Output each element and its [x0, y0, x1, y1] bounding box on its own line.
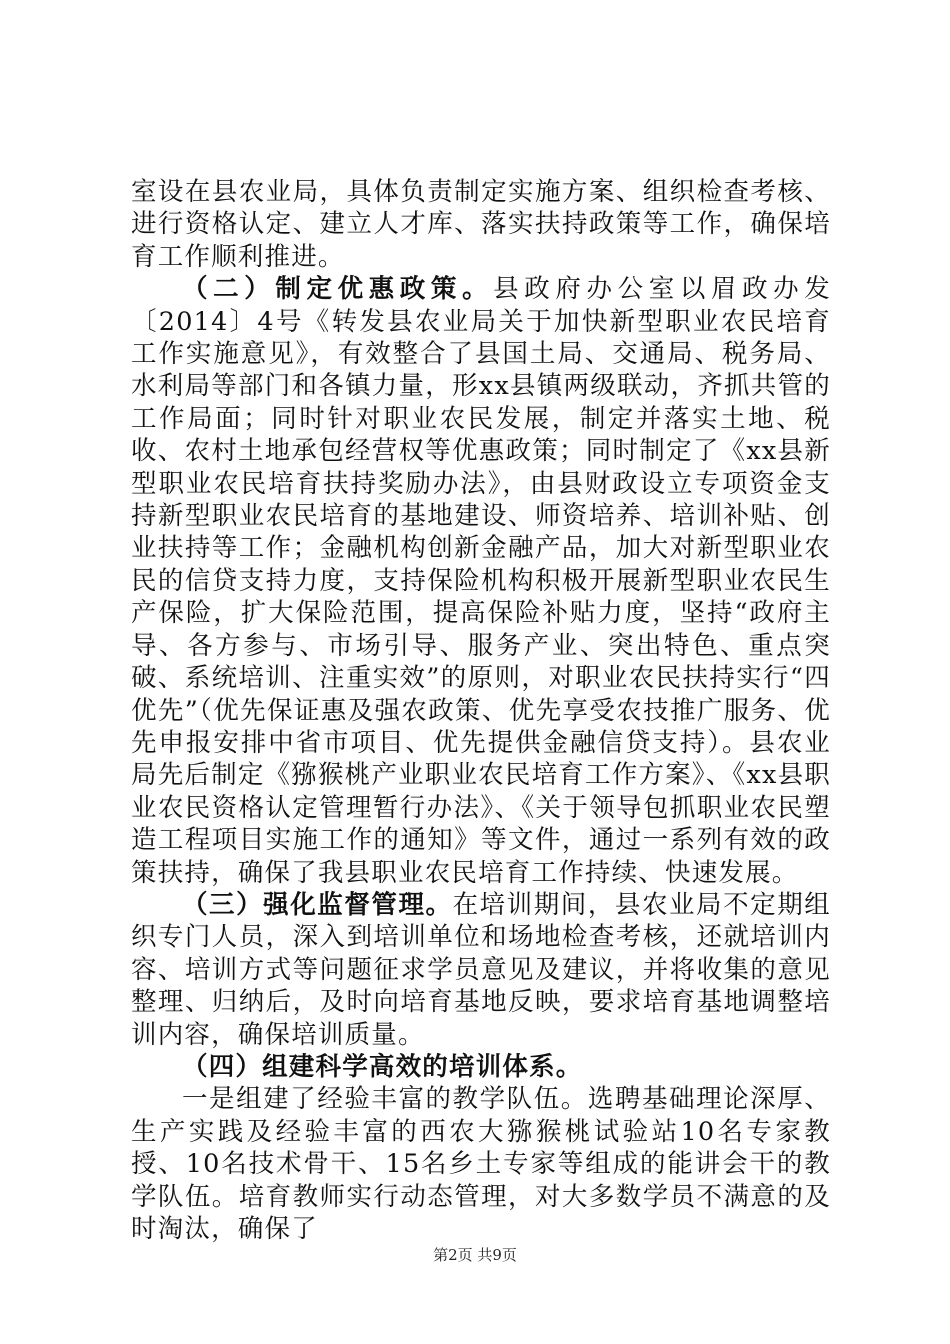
section-heading: （三）强化监督管理。 [182, 889, 453, 920]
page-footer: 第2页 共9页 [433, 1246, 517, 1264]
paragraph-text: 一是组建了经验丰富的教学队伍。选聘基础理论深厚、生产实践及经验丰富的西农大猕猴桃试验站10名专家教授、10名技术骨干、15名乡土专家等组成的能讲会干的教学队伍。培育教师实行动态管理，对大多数学员不满意的及时淘汰，确保了 [131, 1084, 831, 1244]
paragraph-text: 县政府办公室以眉政办发〔2014〕4号《转发县农业局关于加快新型职业农民培育工作实施意见》，有效整合了县国土局、交通局、税务局、水利局等部门和各镇力量，形xx县镇两级联动，齐抓共管的工作局面；同时针对职业农民发展，制定并落实土地、税收、农村土地承包经营权等优惠政策；同时制定了《xx县新型职业农民培育扶持奖励办法》，由县财政设立专项资金支持新型职业农民培育的基地建设、师资培养、培训补贴、创业扶持等工作；金融机构创新金融产品，加大对新型职业农民的信贷支持力度，支持保险机构积极开展新型职业农民生产保险，扩大保险范围，提高保险补贴力度，坚持“政府主导、各方参与、市场引导、服务产业、突出特色、重点突破、系统培训、注重实效”的原则，对职业农民扶持实行“四优先”（优先保证惠及强农政策、优先享受农技推广服务、优先申报安排中省市项目、优先提供金融信贷支持）。县农业局先后制定《猕猴桃产业职业农民培育工作方案》、《xx县职业农民资格认定管理暂行办法》、《关于领导包抓职业农民塑造工程项目实施工作的通知》等文件，通过一系列有效的政策扶持，确保了我县职业农民培育工作持续、快速发展。 [131, 274, 831, 888]
document-body [131, 176, 831, 1245]
paragraph-text: 室设在县农业局，具体负责制定实施方案、组织检查考核、进行资格认定、建立人才库、落实扶持政策等工作，确保培育工作顺利推进。 [131, 177, 831, 272]
paragraph-2 [131, 273, 831, 889]
section-heading: （四）组建科学高效的培训体系。 [182, 1051, 583, 1082]
paragraph-text: 在培训期间，县农业局不定期组织专门人员，深入到培训单位和场地检查考核，还就培训内容、培训方式等问题征求学员意见及建议，并将收集的意见整理、归纳后，及时向培育基地反映，要求培育基地调整培训内容，确保培训质量。 [131, 889, 831, 1050]
paragraph-5 [131, 1083, 831, 1245]
paragraph-3 [131, 889, 831, 1051]
section-heading: （二）制定优惠政策。 [182, 274, 494, 305]
paragraph-1 [131, 176, 831, 273]
paragraph-4 [131, 1051, 831, 1083]
